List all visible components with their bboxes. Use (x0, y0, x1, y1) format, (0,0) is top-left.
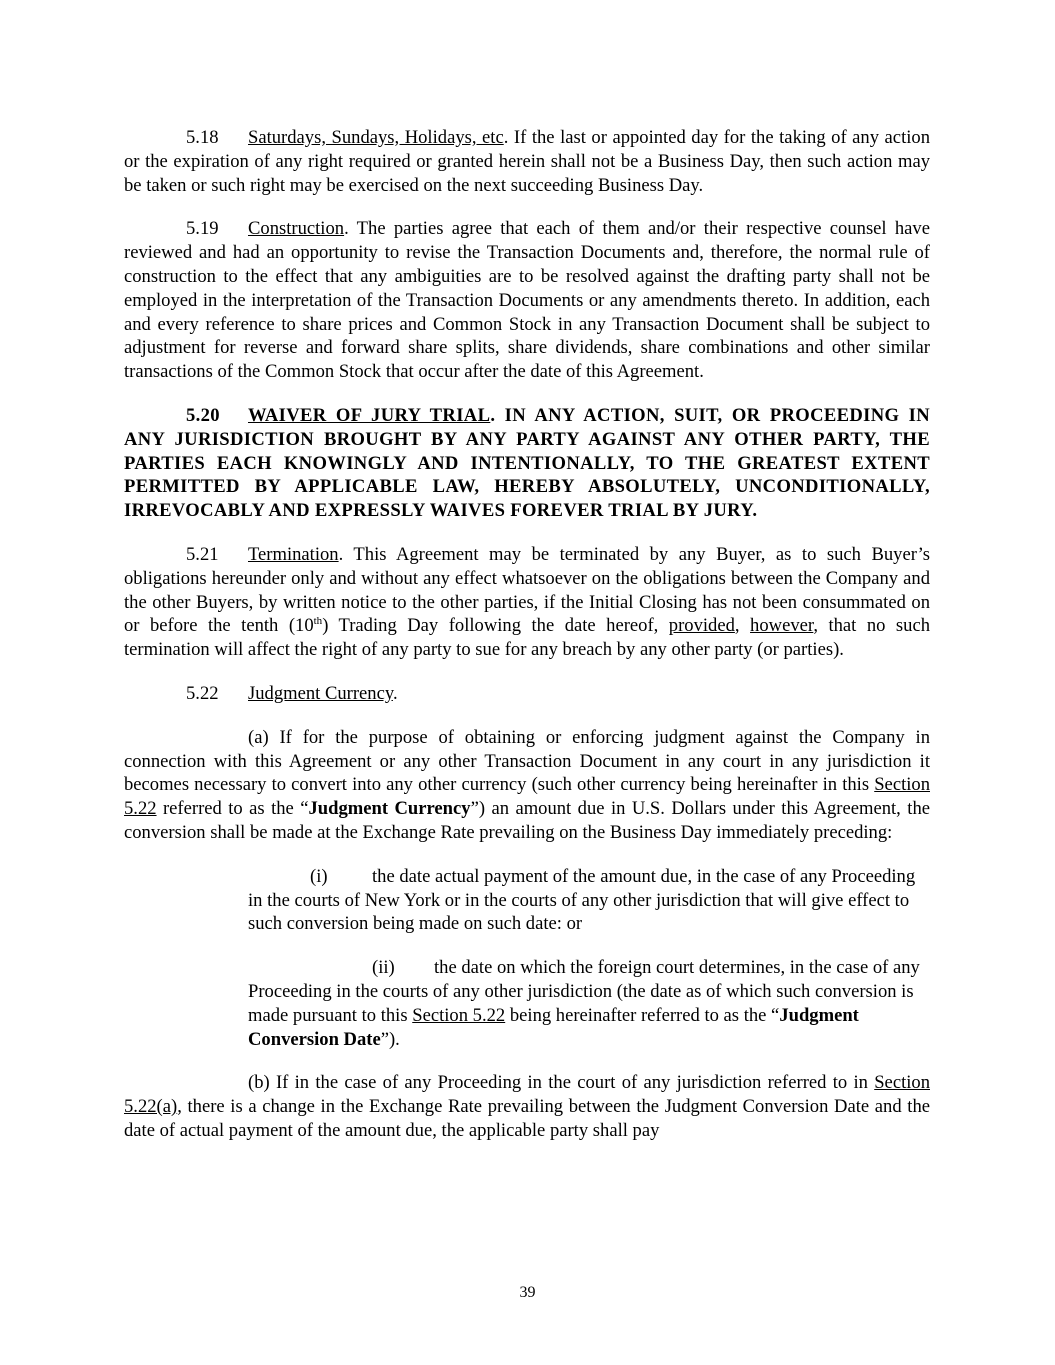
section-number: 5.21 (186, 543, 219, 565)
clause-text: (a) If for the purpose of obtaining or enforcing judgment against the Company in connection with this Agreement or any other Transaction Document in any court in any jurisdiction it becomes necessary to convert into any other currency (such other currency being hereinafter in this (124, 726, 930, 796)
section-body: . The parties agree that each of them and/or their respective counsel have reviewed and had an opportunity to revise the Transaction Documents and, therefore, the normal rule of construction to the effect that any ambiguities are to be resolved against the drafting party shall not be employed in the interpretation of the Transaction Documents or any amendments thereto. In addition, each and every reference to share prices and Common Stock in any Transaction Document shall be subject to adjustment for reverse and forward share splits, share dividends, share combinations and other similar transactions of the Common Stock that occur after the date of this Agreement. (124, 218, 930, 383)
section-number: 5.22 (186, 682, 219, 704)
separator: , (734, 615, 751, 637)
section-body: ) Trading Day following the date hereof, (322, 615, 669, 637)
section-title: Saturdays, Sundays, Holidays, etc (248, 127, 504, 148)
ordinal-suffix: th (313, 615, 323, 628)
clause-label: (ii) (372, 957, 395, 979)
section-5-20 (124, 404, 930, 523)
section-5-22-b (124, 1071, 930, 1142)
section-5-22-a (124, 726, 930, 845)
clause-text: the date actual payment of the amount due, in the case of any Proceeding in the courts of New York or in the courts of any other jurisdiction that will give effect to such conversion being made on such date: or (248, 865, 916, 935)
section-body: . IN ANY ACTION, SUIT, OR PROCEEDING IN ANY JURISDICTION BROUGHT BY ANY PARTY AGAINST ANY OTHER PARTY, THE PARTIES EACH KNOWINGLY AND INTENTIONALLY, TO THE GREATEST EXTENT PERMITTED BY APPLICABLE LAW, HEREBY ABSOLUTELY, UNCONDITIONALLY, IRREVOCABLY AND EXPRESSLY WAIVES FOREVER TRIAL BY JURY. (124, 404, 930, 522)
section-5-18 (124, 126, 930, 197)
section-number: 5.19 (186, 218, 219, 240)
defined-term: Judgment Currency (308, 798, 471, 820)
clause-text: (b) If in the case of any Proceeding in the court of any jurisdiction referred to in (248, 1072, 875, 1094)
document-page (124, 126, 930, 1163)
however-term: however (750, 615, 814, 637)
clause-text: the date on which the foreign court determines, in the case of any Proceeding in the courts of any other jurisdiction (the date as of which such conversion is made pursuant to this (248, 957, 920, 1026)
section-title: WAIVER OF JURY TRIAL (248, 404, 491, 426)
section-reference: Section 5.22 (412, 1004, 506, 1026)
section-body: , that no such termination will affect the right of any party to sue for any breach by any other party (or parties). (124, 615, 931, 661)
clause-text: , there is a change in the Exchange Rate prevailing between the Judgment Conversion Date and the date of actual payment of the amount due, the applicable party shall pay (124, 1096, 930, 1141)
section-body: . (392, 682, 398, 704)
section-5-22-heading (124, 682, 930, 706)
provided-term: provided (668, 615, 735, 637)
section-body: . This Agreement may be terminated by any Buyer, as to such Buyer’s obligations hereunder only and without any effect whatsoever on the obligations between the Company and the other Buyers, by written notice to the other parties, if the Initial Closing has not been consummated on or before the tenth (10 (124, 543, 930, 637)
section-reference: Section 5.22 (124, 774, 930, 820)
section-5-21 (124, 543, 930, 662)
section-5-19 (124, 217, 930, 384)
clause-text: being hereinafter referred to as the “ (505, 1004, 780, 1026)
section-title: Construction (248, 218, 345, 240)
section-5-22-a-ii (248, 956, 930, 1051)
section-number: 5.20 (186, 404, 220, 426)
clause-text: ”) an amount due in U.S. Dollars under this Agreement, the conversion shall be made at the Exchange Rate prevailing on the Business Day immediately preceding: (124, 798, 930, 843)
clause-label: (i) (310, 865, 328, 887)
section-reference: Section 5.22(a) (124, 1072, 930, 1118)
page-number: 39 (519, 1284, 536, 1301)
section-5-22-a-i (248, 865, 930, 936)
section-title: Judgment Currency (248, 682, 393, 704)
defined-term: Judgment Conversion Date (248, 1004, 859, 1050)
section-title: Termination (248, 543, 339, 565)
section-body: . If the last or appointed day for the taking of any action or the expiration of any right required or granted herein shall not be a Business Day, then such action may be taken or such right may be exercised on the next succeeding Business Day. (124, 127, 930, 196)
clause-text: ”). (380, 1028, 400, 1050)
clause-text: referred to as the “ (156, 798, 309, 820)
section-number: 5.18 (186, 127, 219, 148)
